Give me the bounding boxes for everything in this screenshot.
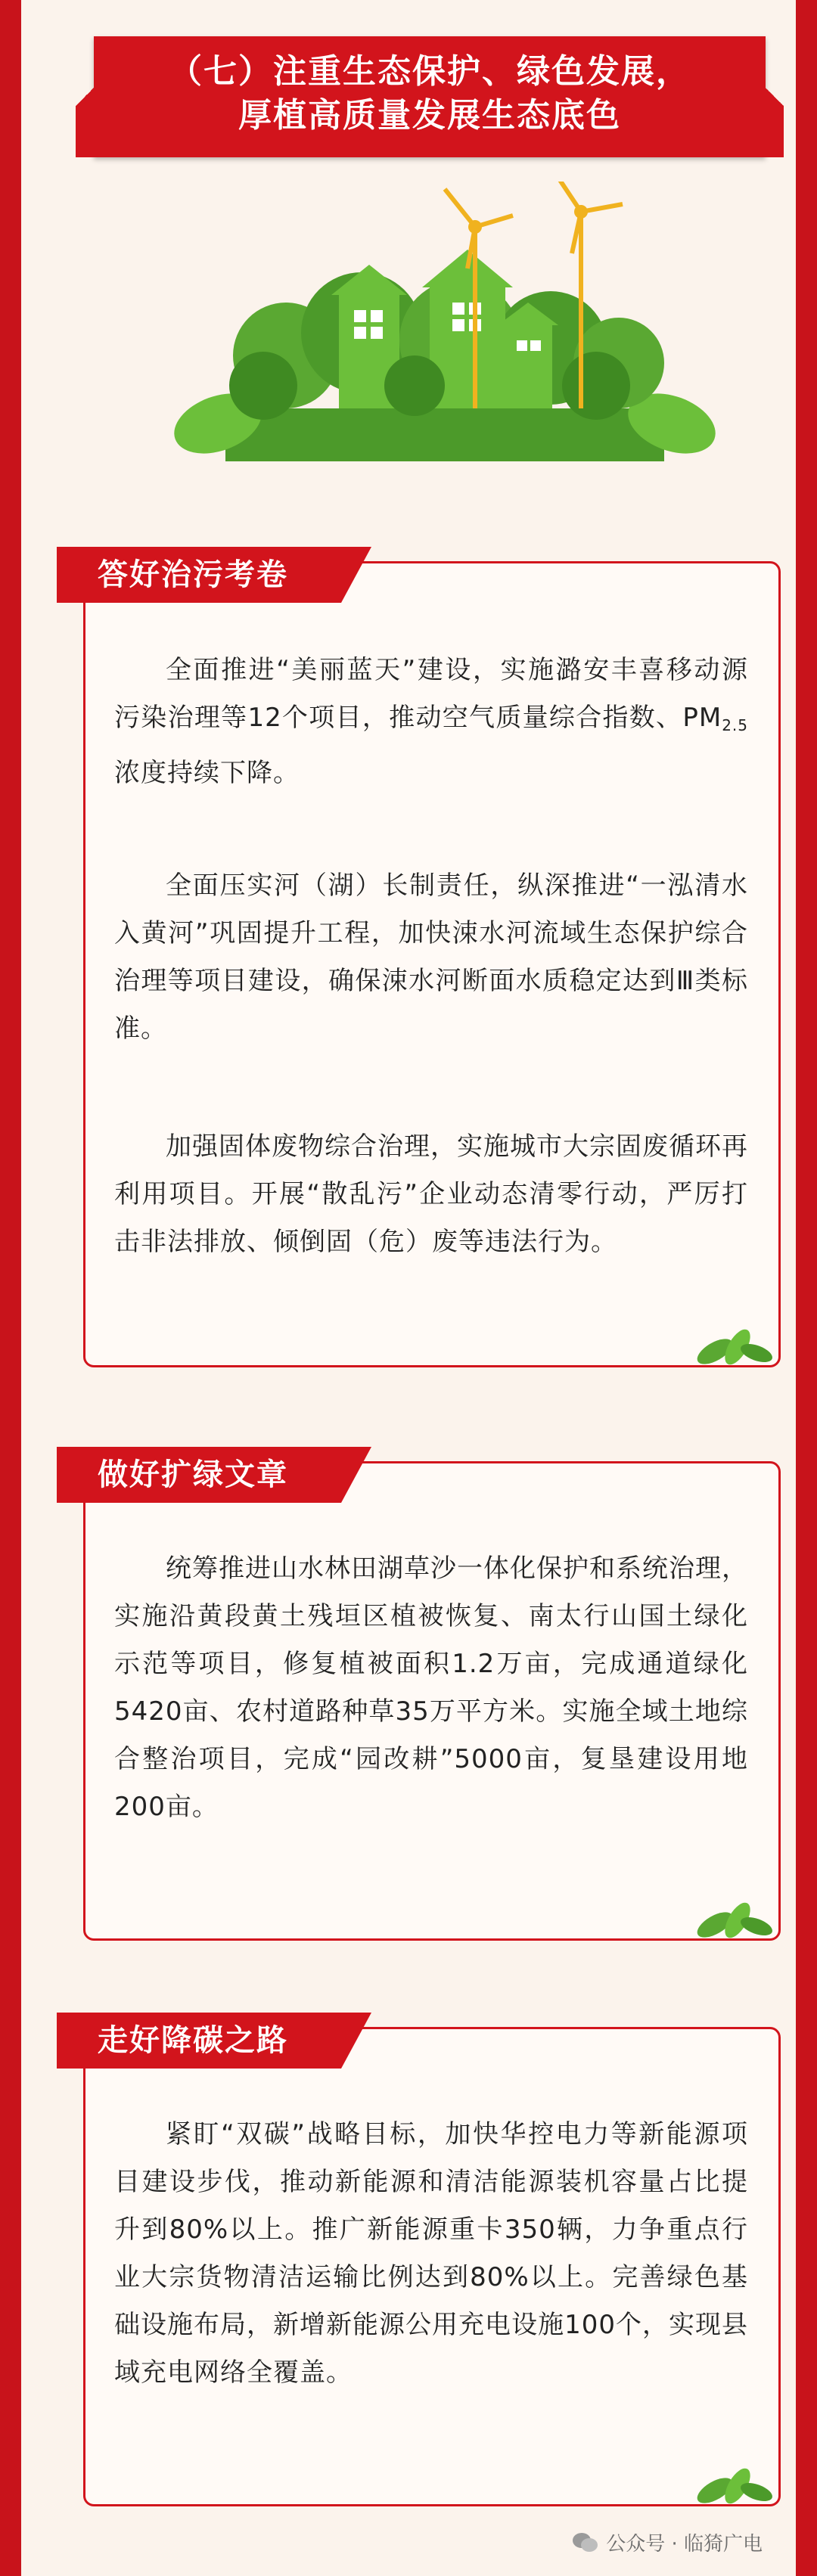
paragraph-text: 全面推进“美丽蓝天”建设，实施潞安丰喜移动源污染治理等12个项目，推动空气质量综合指数、PM bbox=[114, 655, 748, 733]
section-title-pollution: 答好治污考卷 bbox=[57, 547, 341, 603]
section-card-greening bbox=[83, 1457, 781, 1941]
footer-text: 公众号 · 临猗广电 bbox=[606, 2533, 763, 2556]
title-banner bbox=[94, 36, 766, 157]
watermark-footer bbox=[571, 2528, 763, 2556]
section-title-carbon: 走好降碳之路 bbox=[57, 2013, 341, 2069]
wechat-icon bbox=[571, 2531, 598, 2554]
leaf-decoration-icon bbox=[685, 1324, 775, 1367]
paragraph: 全面压实河（湖）长制责任，纵深推进“一泓清水入黄河”巩固提升工程，加快涑水河流域生态保护综合治理等项目建设，确保涑水河断面水质稳定达到Ⅲ类标准。 bbox=[114, 871, 748, 1044]
paragraph-text-end: 浓度持续下降。 bbox=[114, 758, 300, 788]
article-page bbox=[21, 0, 796, 2576]
title-line-2: 厚植高质量发展生态底色 bbox=[238, 96, 621, 135]
section-card-pollution bbox=[83, 557, 781, 1367]
paragraph bbox=[114, 647, 748, 797]
subscript-text: 2.5 bbox=[722, 716, 748, 734]
section-card-carbon bbox=[83, 2022, 781, 2506]
paragraph: 统筹推进山水林田湖草沙一体化保护和系统治理，实施沿黄段黄土残垣区植被恢复、南太行山国土绿化示范等项目，修复植被面积1.2万亩，完成通道绿化5420亩、农村道路种草35万平方米。实施全域土地综合整治项目，完成“园改耕”5000亩，复垦建设用地200亩。 bbox=[114, 1553, 748, 1822]
title-line-1: （七）注重生态保护、绿色发展， bbox=[169, 52, 691, 91]
leaf-decoration-icon bbox=[685, 2463, 775, 2506]
section-title-greening: 做好扩绿文章 bbox=[57, 1447, 341, 1503]
paragraph: 紧盯“双碳”战略目标，加快华控电力等新能源项目建设步伐，推动新能源和清洁能源装机容量占比提升到80%以上。推广新能源重卡350辆，力争重点行业大宗货物清洁运输比例达到80%以上。完善绿色基础设施布局，新增新能源公用充电设施100个，实现县域充电网络全覆盖。 bbox=[114, 2119, 748, 2388]
leaf-decoration-icon bbox=[685, 1898, 775, 1940]
paragraph: 加强固体废物综合治理，实施城市大宗固废循环再利用项目。开展“散乱污”企业动态清零行动，严厉打击非法排放、倾倒固（危）废等违法行为。 bbox=[114, 1131, 748, 1257]
eco-city-illustration bbox=[172, 182, 717, 469]
